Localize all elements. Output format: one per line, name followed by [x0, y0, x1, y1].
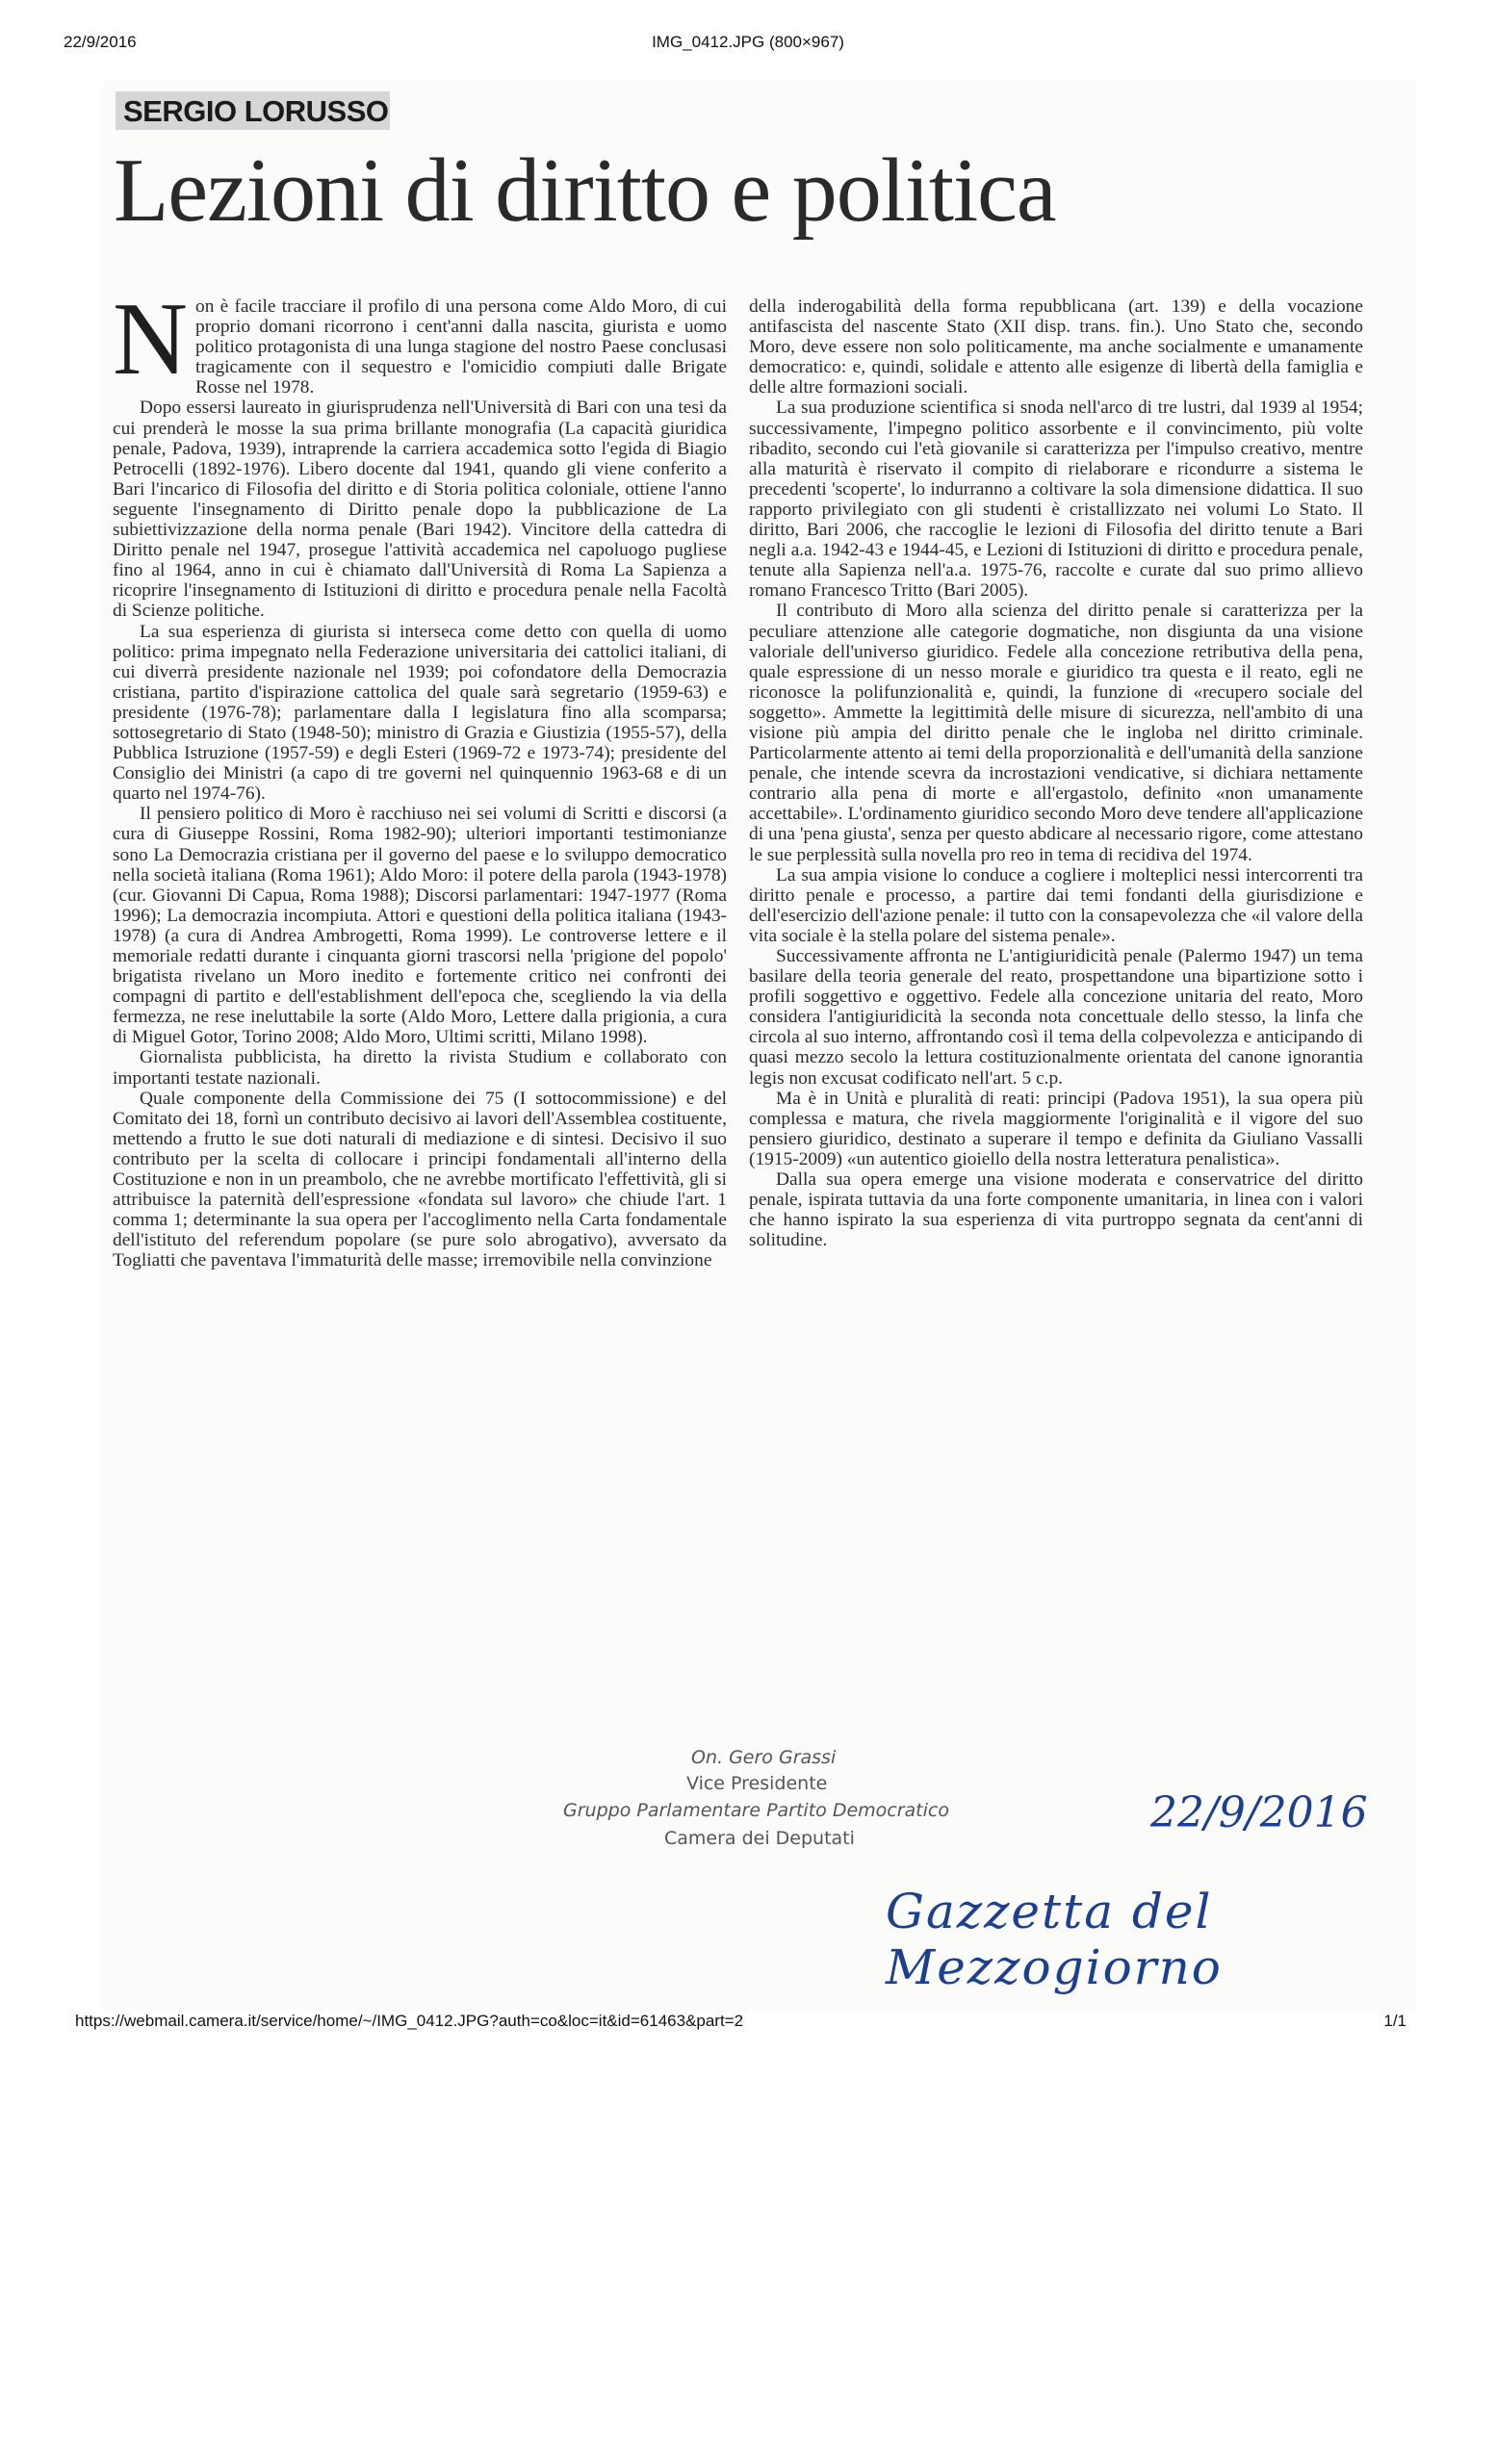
handwritten-date: 22/9/2016: [1150, 1788, 1368, 1837]
print-title: IMG_0412.JPG (800×967): [652, 33, 844, 51]
article-column-right: [749, 296, 1363, 1250]
paragraph: La sua esperienza di giurista si interseca come detto con quella di uomo politico: prima impegnato nella Federazione universitaria dei cattolici italiani, di cui diverrà presidente nazionale nel 1939; poi cofondatore della Democrazia cristiana, partito d'ispirazione cattolica del quale sarà segretario (1959-63) e presidente (1976-78); parlamentare dalla I legislatura fino alla scomparsa; sottosegretario di Stato (1948-50); ministro di Grazia e Giustizia (1955-57), della Pubblica Istruzione (1957-59) e degli Esteri (1969-72 e 1973-74); presidente del Consiglio dei Ministri (a capo di tre governi nel quinquennio 1963-68 e di un quarto nel 1974-76).: [113, 621, 727, 805]
paragraph: della inderogabilità della forma repubblicana (art. 139) e della vocazione antifascista del nascente Stato (XII disp. trans. fin.). Uno Stato che, secondo Moro, deve essere non solo politicamente, ma anche socialmente e umanamente democratico: e, quindi, solidale e attento alle esigenze di libertà della famiglia e delle altre formazioni sociali.: [749, 296, 1363, 398]
stamp-role: Vice Presidente: [686, 1773, 828, 1794]
paragraph: Dalla sua opera emerge una visione moderata e conservatrice del diritto penale, ispirata tuttavia da una forte componente umanitaria, in linea con i valori che hanno ispirato la sua esperienza di vita purtroppo segnata da cent'anni di solitudine.: [749, 1169, 1363, 1251]
author-banner: [116, 91, 390, 130]
paragraph: [113, 282, 727, 398]
paragraph: La sua ampia visione lo conduce a cogliere i molteplici nessi intercorrenti tra diritto penale e processo, a partire dai temi fondanti della giurisdizione e dell'esercizio dell'azione penale: il tutto con la consapevolezza che «il valore della vita sociale è la stella polare del sistema penale».: [749, 864, 1363, 946]
paragraph: Il pensiero politico di Moro è racchiuso nei sei volumi di Scritti e discorsi (a cura di Giuseppe Rossini, Roma 1982-90); ulteriori importanti testimonianze sono La Democrazia cristiana per il governo del paese e lo sviluppo democratico nella società italiana (Roma 1961); Aldo Moro: il potere della parola (1943-1978) (cur. Giovanni Di Capua, Roma 1988); Discorsi parlamentari: 1947-1977 (Roma 1996); La democrazia incompiuta. Attori e questioni della politica italiana (1943-1978) (a cura di Andrea Ambrogetti, Roma 1999). Le controverse lettere e il memoriale redatti durante i cinquanta giorni trascorsi nella 'prigione del popolo' brigatista rivelano un Moro inedito e fortemente critico nei confronti dei compagni di partito e dell'establishment dell'epoca che, scegliendo la via della fermezza, ne rese ineluttabile la sorte (Aldo Moro, Lettere dalla prigionia, a cura di Miguel Gotor, Torino 2008; Aldo Moro, Ultimi scritti, Milano 1998).: [113, 804, 727, 1048]
print-url: https://webmail.camera.it/service/home/~/IMG_0412.JPG?auth=co&loc=it&id=61463&part=2: [75, 2012, 744, 2030]
print-date: 22/9/2016: [64, 33, 137, 51]
stamp-name: On. Gero Grassi: [691, 1747, 837, 1768]
paragraph: Dopo essersi laureato in giurisprudenza nell'Università di Bari con una tesi da cui prenderà le mosse la sua prima brillante monografia (La capacità giuridica penale, Padova, 1939), intraprende la carriera accademica sotto l'egida di Biagio Petrocelli (1892-1976). Libero docente dal 1941, quando gli viene conferito a Bari l'incarico di Filosofia del diritto e di Storia politica coloniale, ottiene l'anno seguente l'insegnamento di Diritto penale dopo la pubblicazione de La subiettivizzazione della norma penale (Bari 1942). Vincitore della cattedra di Diritto penale nel 1947, prosegue l'attività accademica nel capoluogo pugliese fino al 1964, anno in cui è chiamato dall'Università di Roma La Sapienza a ricoprire l'insegnamento di Istituzioni di diritto e procedura penale nella Facoltà di Scienze politiche.: [113, 398, 727, 622]
stamp-chamber: Camera dei Deputati: [664, 1828, 855, 1849]
paragraph: Il contributo di Moro alla scienza del diritto penale si caratterizza per la peculiare attenzione alle categorie dogmatiche, non disgiunta da una visione valoriale dell'universo giuridico. Fedele alla concezione retributiva della pena, quale espressione di un nesso morale e giuridico tra questa e il reato, egli ne riconosce la polifunzionalità e, quindi, la funzione di «recupero sociale del soggetto». Ammette la legittimità delle misure di sicurezza, nell'ambito di una visione più ampia del diritto penale che le ingloba nel diritto criminale. Particolarmente attento ai temi della proporzionalità e dell'umanità della sanzione penale, che intende scevra da incrostazioni vendicative, si dichiara nettamente contrario alla pena di morte e all'ergastolo, definito «non umanamente accettabile». L'ordinamento giuridico secondo Moro deve tendere all'applicazione di una 'pena giusta', senza per questo abdicare al necessario rigore, come attestano le sue perplessità sulla novella pro reo in tema di recidiva del 1974.: [749, 601, 1363, 865]
handwritten-source-note: Gazzetta del Mezzogiorno: [886, 1884, 1223, 1995]
paragraph: Quale componente della Commissione dei 75 (I sottocommissione) e del Comitato dei 18, fornì un contributo decisivo ai lavori dell'Assemblea costituente, mettendo a frutto le sue doti naturali di mediazione e di sintesi. Decisivo il suo contributo per la scelta di collocare i principi fondamentali all'interno della Costituzione e non in un preambolo, che ne avrebbe mortificato l'effettività, gli si attribuisce la paternità dell'espressione «fondata sul lavoro» che chiude l'art. 1 comma 1; determinante la sua opera per l'accoglimento nella Carta fondamentale dell'istituto del referendum popolare (se pure solo abrogativo), avversato da Togliatti che paventava l'immaturità delle masse; irremovibile nella convinzione: [113, 1088, 727, 1271]
paragraph: Ma è in Unità e pluralità di reati: principi (Padova 1951), la sua opera più complessa e matura, che rivela maggiormente l'originalità e il vigore del suo pensiero giuridico, destinato a superare il tempo e definita da Giuliano Vassalli (1915-2009) «un autentico gioiello della nostra letteratura penalistica».: [749, 1088, 1363, 1169]
stamp-group: Gruppo Parlamentare Partito Democratico: [563, 1800, 949, 1821]
paragraph: La sua produzione scientifica si snoda nell'arco di tre lustri, dal 1939 al 1954; successivamente, l'impegno politico assorbente e il convincimento, più volte ribadito, secondo cui l'età giovanile si caratterizza per l'impulso creativo, mentre alla maturità è riservato il compito di rielaborare e ricondurre a sistema le precedenti 'scoperte', lo indurranno a coltivare la sola dimensione didattica. Il suo rapporto privilegiato con gli studenti è cristallizzato nei volumi Lo Stato. Il diritto, Bari 2006, che raccoglie le lezioni di Filosofia del diritto tenute a Bari negli a.a. 1942-43 e 1944-45, e Lezioni di Istituzioni di diritto e procedura penale, tenute alla Sapienza nell'a.a. 1975-76, raccolte e curate dal suo primo allievo romano Francesco Tritto (Bari 2005).: [749, 398, 1363, 602]
paragraph-text: on è facile tracciare il profilo di una persona come Aldo Moro, di cui proprio domani ricorrono i cent'anni dalla nascita, giurista e uomo politico protagonista di una lunga stagione del nostro Paese conclusasi tragicamente con il sequestro e l'omicidio compiuti dalle Brigate Rosse nel 1978.: [195, 296, 727, 398]
article-headline: Lezioni di diritto e politica: [114, 141, 1056, 241]
author-name: SERGIO LORUSSO: [123, 94, 389, 128]
paragraph: Giornalista pubblicista, ha diretto la rivista Studium e collaborato con importanti testate nazionali.: [113, 1047, 727, 1089]
drop-cap: N: [113, 282, 188, 397]
article-column-left: [113, 282, 727, 1271]
print-page-number: 1/1: [1383, 2012, 1406, 2030]
paragraph: Successivamente affronta ne L'antigiuridicità penale (Palermo 1947) un tema basilare della teoria generale del reato, prospettandone una bipartizione sotto i profili soggettivo e oggettivo. Fedele alla concezione unitaria del reato, Moro considera l'antigiuridicità la seconda nota concettuale dello stesso, la linfa che circola al suo interno, affrontando così il tema della colpevolezza e anticipando di quasi mezzo secolo la lettura costituzionalmente orientata del canone ignorantia legis non excusat codificato nell'art. 5 c.p.: [749, 946, 1363, 1089]
